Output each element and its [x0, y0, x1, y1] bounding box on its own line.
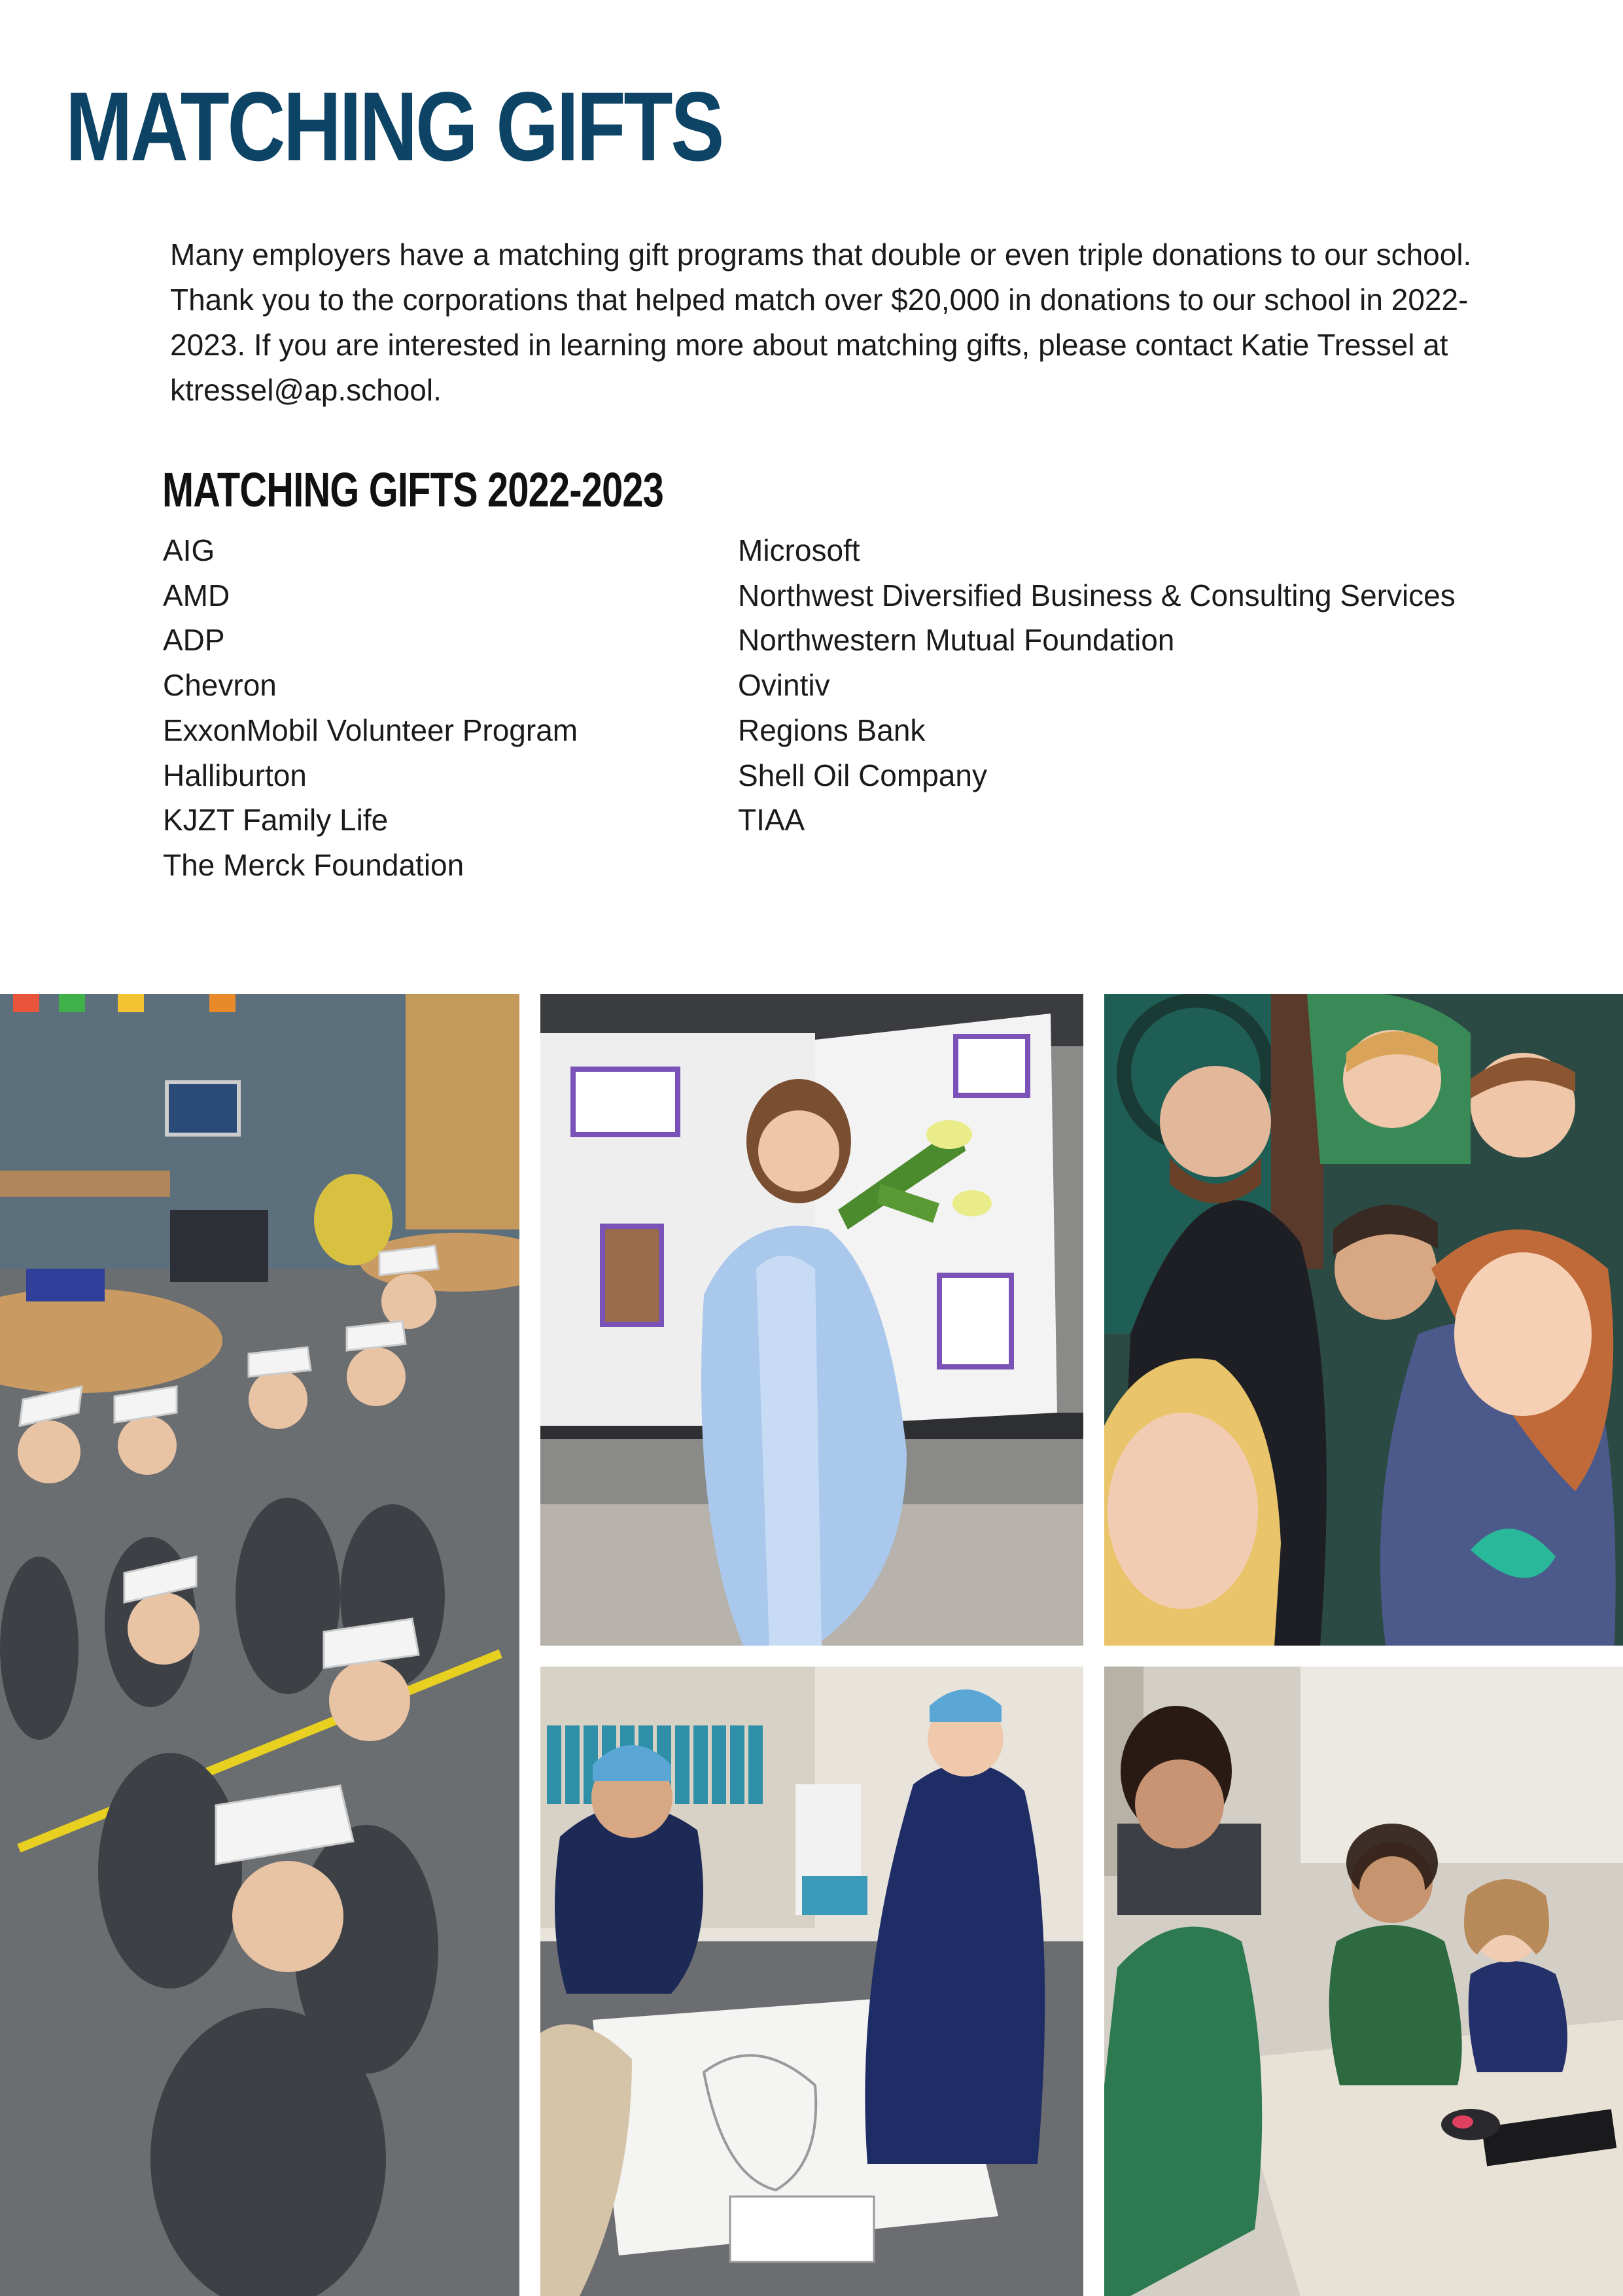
company-item: ADP [163, 623, 225, 658]
list-heading: MATCHING GIFTS 2022-2023 [162, 463, 664, 517]
students-floor-activity-photo [540, 1667, 1083, 2296]
company-item: TIAA [738, 803, 805, 838]
company-item: Regions Bank [738, 713, 926, 747]
company-item: Northwestern Mutual Foundation [738, 623, 1175, 658]
company-item: ExxonMobil Volunteer Program [163, 713, 578, 747]
company-item: AMD [163, 578, 230, 612]
company-item: Northwest Diversified Business & Consulting Services [738, 578, 1456, 612]
company-item: Halliburton [163, 758, 307, 792]
student-presentation-photo [540, 994, 1083, 1646]
company-item: The Merck Foundation [163, 847, 464, 882]
classroom-preschool-photo [0, 994, 519, 2296]
company-list-right [738, 528, 1456, 843]
group-selfie-photo [1104, 994, 1623, 1646]
company-list-left [163, 528, 578, 888]
company-item: Ovintiv [738, 668, 830, 703]
students-computer-photo [1104, 1667, 1623, 2296]
company-item: Microsoft [738, 533, 860, 567]
intro-paragraph: Many employers have a matching gift programs that double or even triple donations to our school. Thank you to the corporations that helped match over $20,000 in donations to our school in 2022-2023. If you are interested in learning more about matching gifts, please contact Katie Tressel at ktressel@ap.school. [170, 238, 1472, 407]
company-item: KJZT Family Life [163, 803, 389, 838]
company-item: AIG [163, 533, 215, 567]
page-title: MATCHING GIFTS [65, 71, 723, 181]
company-item: Shell Oil Company [738, 758, 987, 792]
company-item: Chevron [163, 668, 277, 703]
